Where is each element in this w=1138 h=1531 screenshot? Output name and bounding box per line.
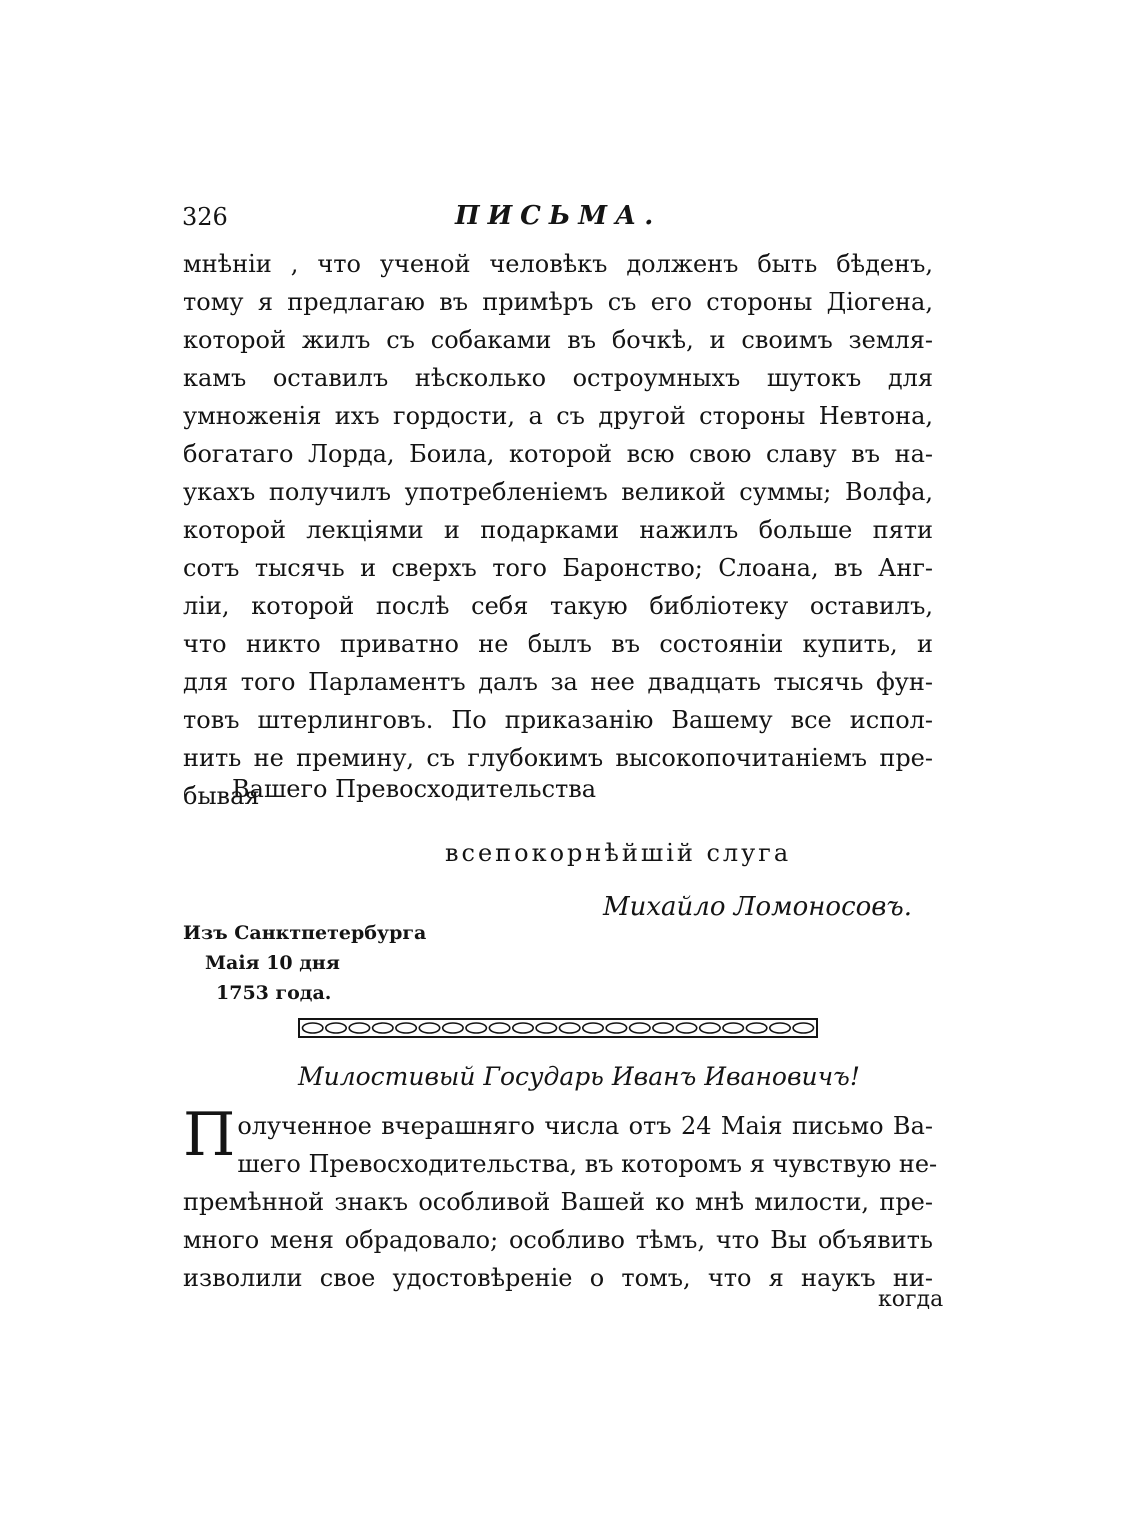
place-line: Изъ Санктпетербурга: [183, 922, 427, 944]
text-line: укахъ получилъ употребленіемъ великой суммы; Волфа,: [183, 478, 933, 506]
text-line: нить не премину, съ глубокимъ высокопочитаніемъ пре-: [183, 744, 933, 772]
text-line: которой жилъ съ собаками въ бочкѣ, и своимъ земля-: [183, 326, 933, 354]
text-line: которой лекціями и подарками нажилъ больше пяти: [183, 516, 933, 544]
page-number: 326: [182, 203, 228, 231]
text-line: камъ оставилъ нѣсколько остроумныхъ шутокъ для: [183, 364, 933, 392]
text-line: шего Превосходительства, въ которомъ я чувствую не-: [237, 1150, 938, 1178]
text-line: тому я предлагаю въ примѣръ съ его стороны Діогена,: [183, 288, 933, 316]
text-line: много меня обрадовало; особливо тѣмъ, что Вы объявить: [183, 1226, 933, 1254]
text-line: мнѣніи , что ученой человѣкъ долженъ быть бѣденъ,: [183, 250, 933, 278]
letter-one-body: [183, 245, 933, 815]
text-line: сотъ тысячь и сверхъ того Баронство; Слоана, въ Анг-: [183, 554, 933, 582]
letter-two-body: [183, 1100, 938, 1297]
closing-phrase: Вашего Превосходительства: [232, 775, 597, 803]
text-line: товъ штерлинговъ. По приказанію Вашему все испол-: [183, 706, 933, 734]
place-and-date: [183, 918, 426, 1008]
salutation: Милостивый Государь Иванъ Ивановичъ!: [298, 1062, 860, 1091]
drop-cap: П: [183, 1100, 236, 1170]
text-line: премѣнной знакъ особливой Вашей ко мнѣ милости, пре-: [183, 1188, 933, 1216]
date-year-line: 1753 года.: [216, 982, 332, 1004]
text-line: для того Парламентъ далъ за нее двадцать тысячь фун-: [183, 668, 933, 696]
catchword: когда: [878, 1287, 944, 1312]
signature: Михайло Ломоносовъ.: [603, 892, 913, 922]
text-line: изволили свое удостовѣреніе о томъ, что я наукъ ни-: [183, 1264, 933, 1292]
text-line: бывая: [183, 782, 260, 810]
servant-phrase: всепокорнѣйшій слуга: [445, 839, 792, 867]
text-line: олученное вчерашняго числа отъ 24 Маія письмо Ва-: [237, 1112, 933, 1140]
text-line: что никто приватно не былъ въ состояніи купить, и: [183, 630, 933, 658]
text-line: богатаго Лорда, Боила, которой всю свою славу въ на-: [183, 440, 933, 468]
text-line: ліи, которой послѣ себя такую библіотеку оставилъ,: [183, 592, 933, 620]
running-head: ПИСЬМА.: [455, 201, 662, 231]
date-day-line: Маія 10 дня: [205, 952, 340, 974]
ornamental-divider: [297, 1017, 819, 1039]
text-line: умноженія ихъ гордости, а съ другой стороны Невтона,: [183, 402, 933, 430]
